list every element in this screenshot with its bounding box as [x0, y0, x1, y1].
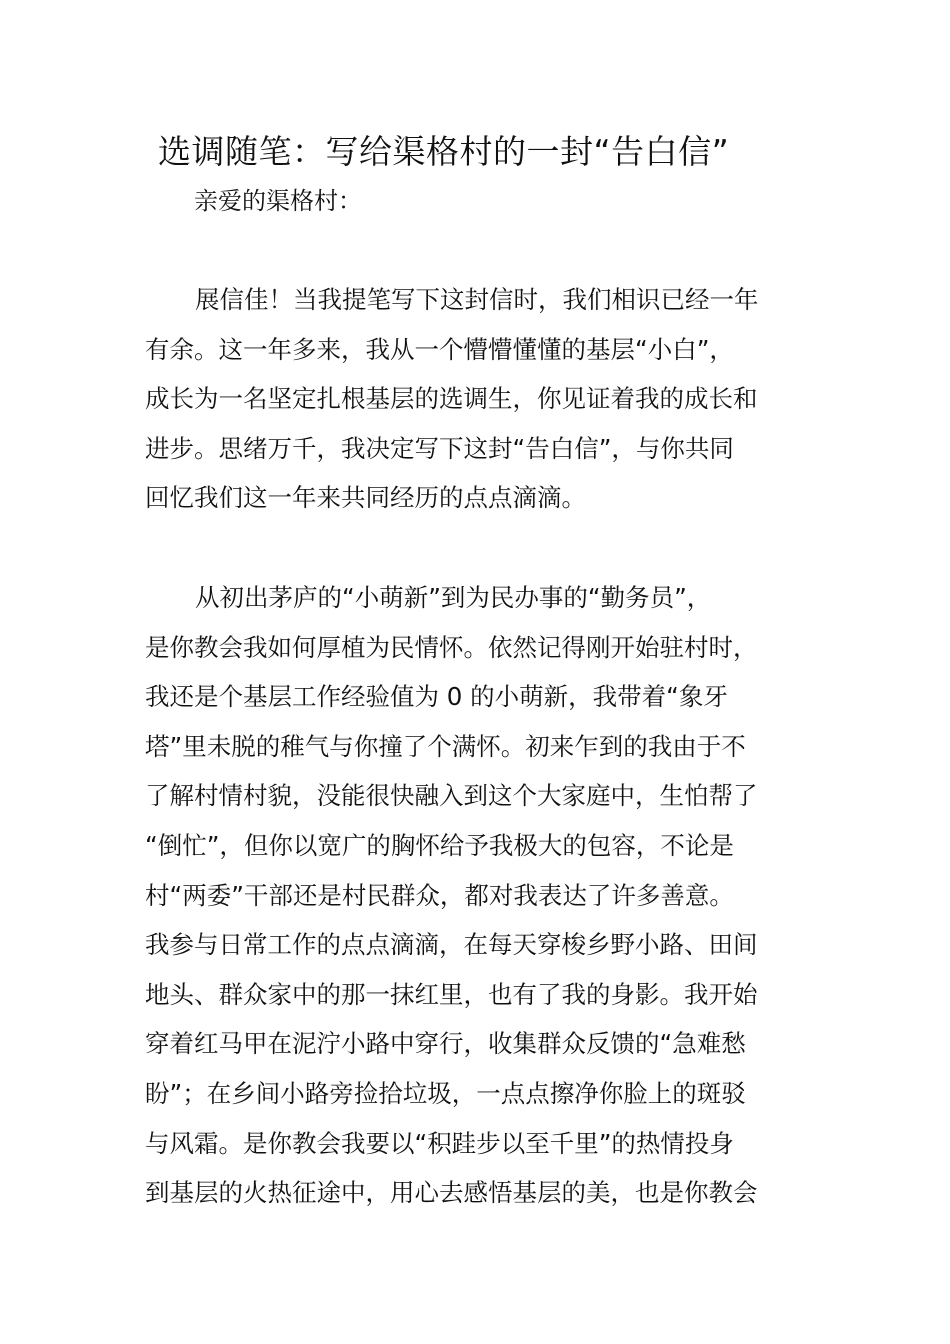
text-line: 从初出茅庐的“小萌新”到为民办事的“勤务员”，	[195, 583, 712, 612]
text-line: 了解村情村貌，没能很快融入到这个大家庭中，生怕帮了	[145, 781, 758, 811]
salutation: 亲爱的渠格村：	[194, 187, 362, 215]
document-title: 选调随笔：写给渠格村的一封“告白信”	[158, 132, 730, 171]
text-line: 穿着红马甲在泥泞小路中穿行，收集群众反馈的“急难愁	[145, 1029, 746, 1059]
text-line: 回忆我们这一年来共同经历的点点滴滴。	[145, 483, 586, 513]
text-line: 我参与日常工作的点点滴滴，在每天穿梭乡野小路、田间	[145, 930, 758, 960]
text-line: 村“两委”干部还是村民群众，都对我表达了许多善意。	[145, 880, 734, 910]
text-line: 展信佳！当我提笔写下这封信时，我们相识已经一年	[195, 285, 759, 314]
text-line: 与风霜。是你教会我要以“积跬步以至千里”的热情投身	[145, 1128, 734, 1158]
text-line: 地头、群众家中的那一抹红里，也有了我的身影。我开始	[145, 979, 758, 1009]
text-line: 成长为一名坚定扎根基层的选调生，你见证着我的成长和	[145, 384, 758, 414]
text-line: 我还是个基层工作经验值为 0 的小萌新，我带着“象牙	[145, 682, 728, 712]
text-line: 盼”；在乡间小路旁捡拾垃圾，一点点擦净你脸上的斑驳	[145, 1078, 746, 1108]
text-line: 进步。思绪万千，我决定写下这封“告白信”，与你共同	[145, 433, 734, 463]
text-line: 是你教会我如何厚植为民情怀。依然记得刚开始驻村时，	[145, 632, 758, 662]
paragraph-2	[145, 573, 815, 1218]
paragraph-1	[145, 275, 815, 523]
text-line: 塔”里未脱的稚气与你撞了个满怀。初来乍到的我由于不	[145, 731, 746, 761]
text-line: “倒忙”，但你以宽广的胸怀给予我极大的包容，不论是	[145, 830, 734, 860]
text-line: 到基层的火热征途中，用心去感悟基层的美，也是你教会	[145, 1178, 758, 1208]
text-line: 有余。这一年多来，我从一个懵懵懂懂的基层“小白”，	[145, 334, 734, 364]
